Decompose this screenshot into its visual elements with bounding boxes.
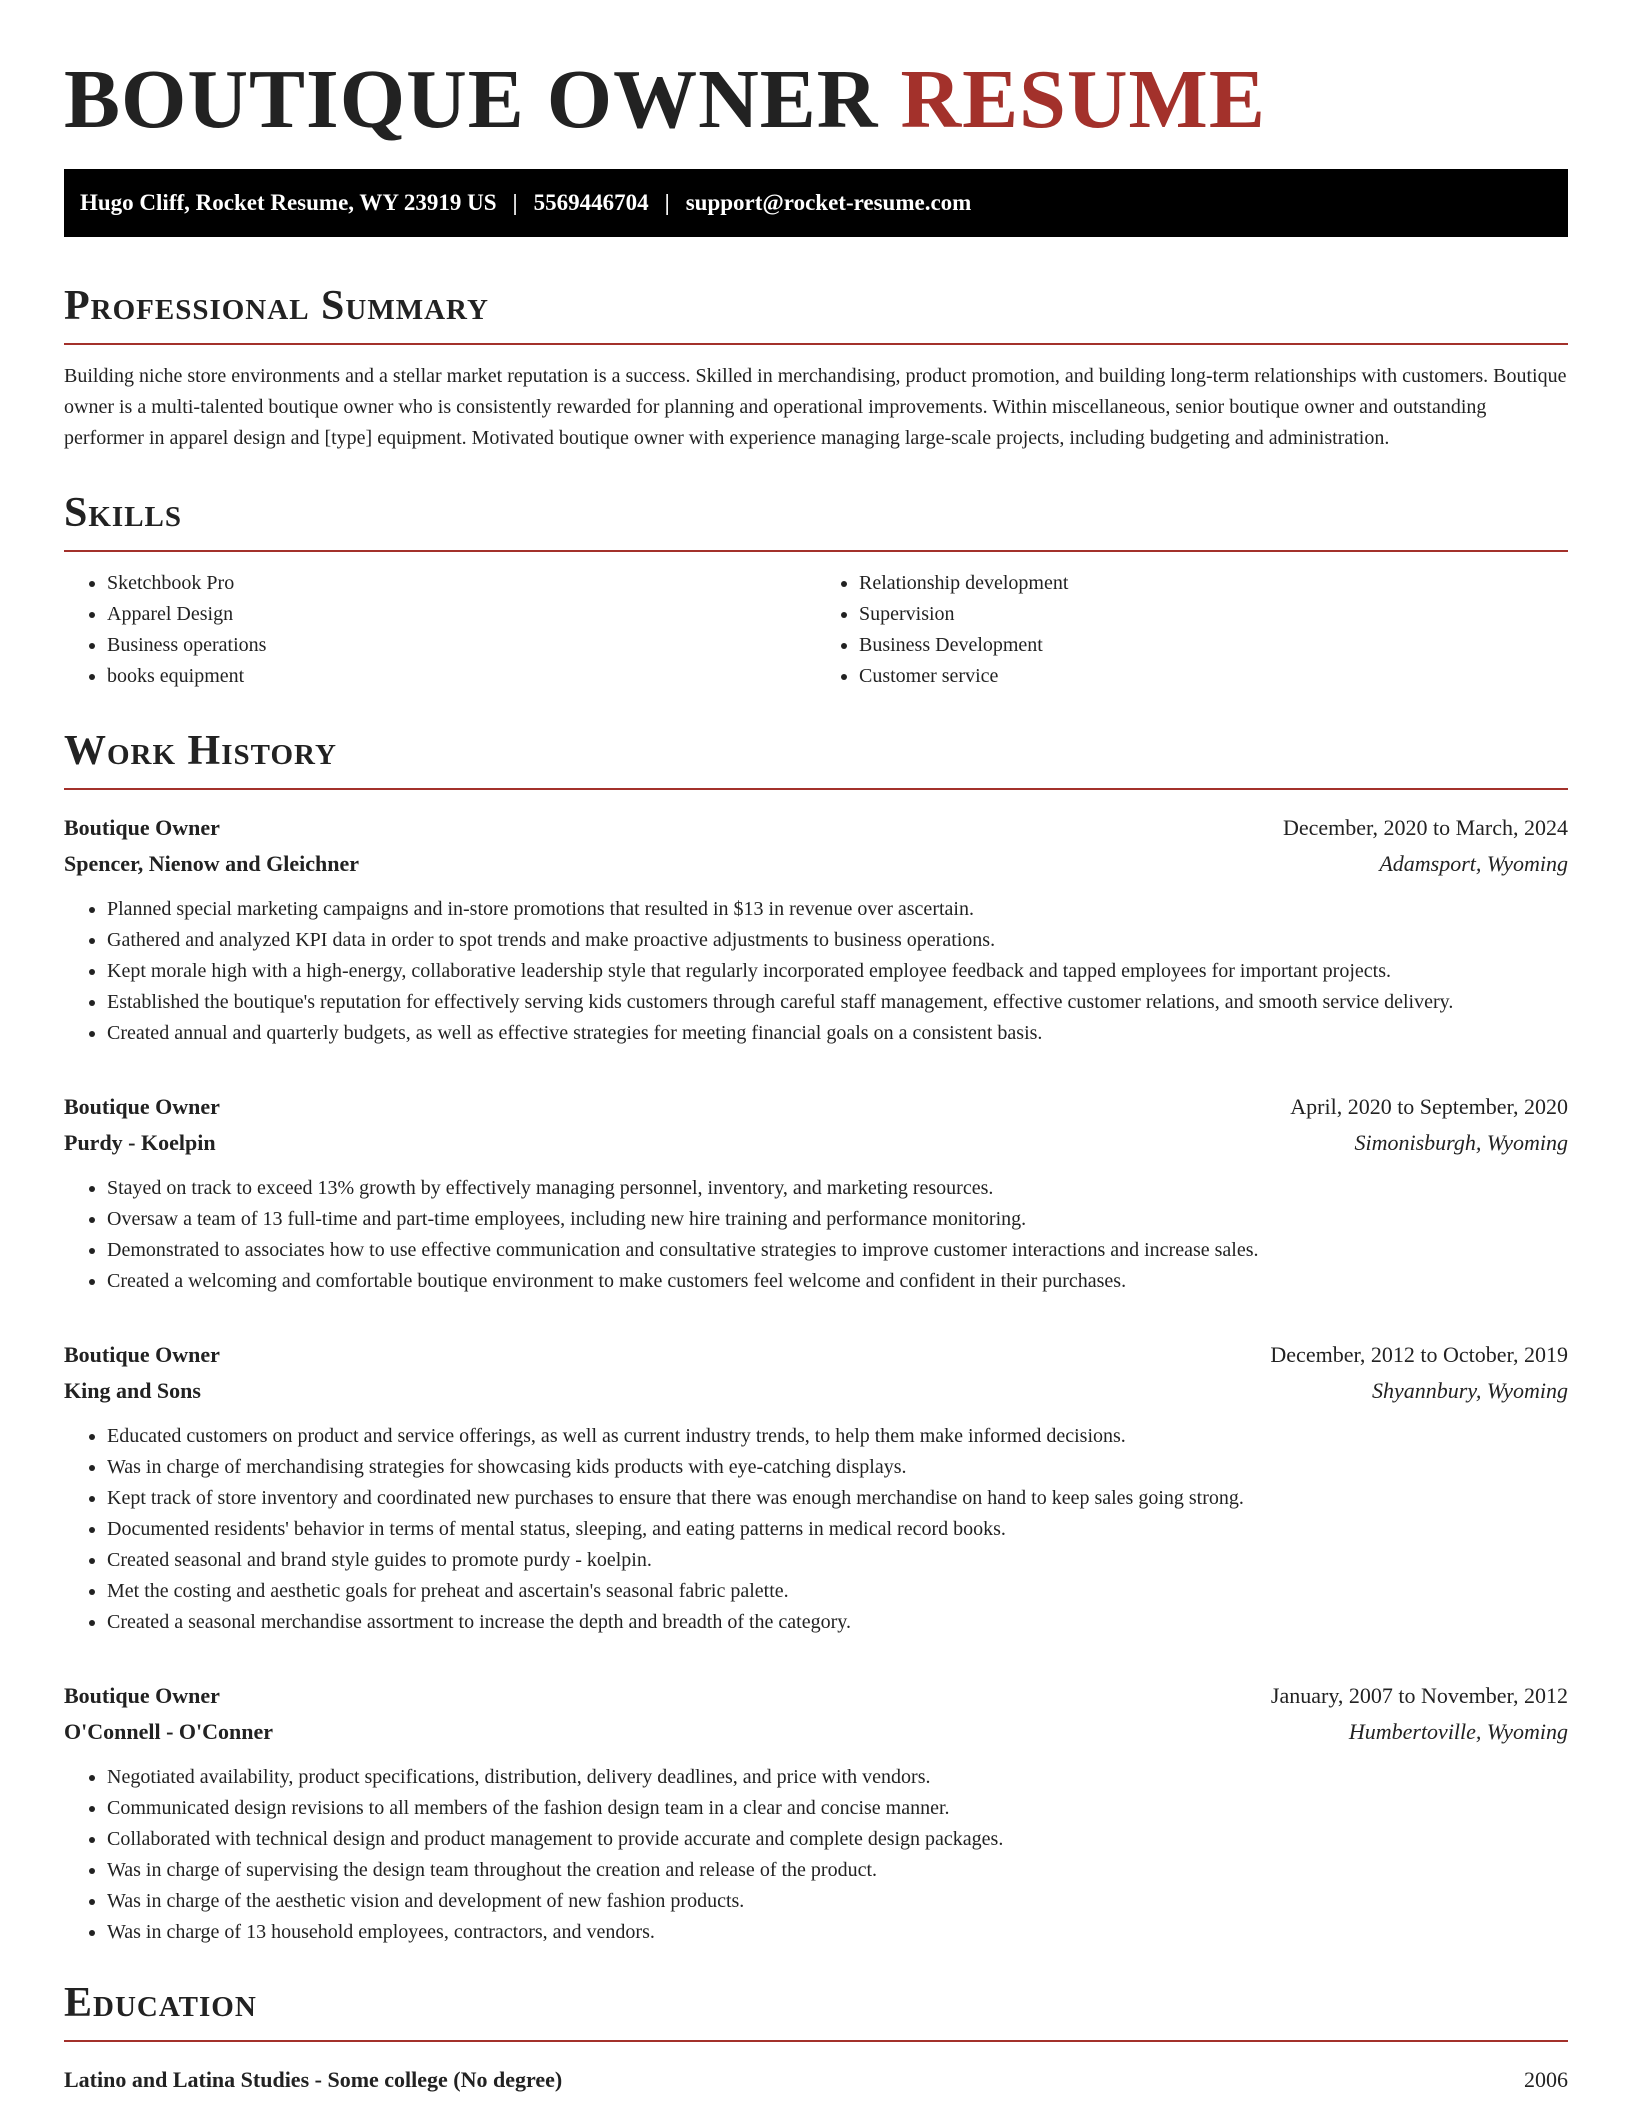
job-bullet: • Oversaw a team of 13 full-time and part-time employees, including new hire training and performance monitoring.	[107, 1204, 1568, 1235]
skills-heading: Skills	[64, 492, 1568, 552]
resume-title	[64, 52, 1568, 149]
job-bullets	[64, 1421, 1568, 1638]
job-bullet: • Collaborated with technical design and product management to provide accurate and complete design packages.	[107, 1824, 1568, 1855]
contact-email: support@rocket-resume.com	[685, 189, 972, 215]
job-bullet: • Created a seasonal merchandise assortment to increase the depth and breadth of the category.	[107, 1607, 1568, 1638]
contact-separator: |	[512, 189, 518, 215]
job-title: Boutique Owner	[64, 1341, 220, 1367]
job-company-row	[64, 1373, 1568, 1409]
job-title-row	[64, 1089, 1568, 1125]
job-title: Boutique Owner	[64, 1682, 220, 1708]
job-dates: January, 2007 to November, 2012	[1270, 1682, 1568, 1708]
education-entry	[64, 2062, 1568, 2098]
contact-address: Hugo Cliff, Rocket Resume, WY 23919 US	[80, 189, 497, 215]
job-company: King and Sons	[64, 1377, 201, 1403]
job-bullet: • Documented residents' behavior in terms of mental status, sleeping, and eating patterns in medical record books.	[107, 1514, 1568, 1545]
job-bullet: • Met the costing and aesthetic goals for preheat and ascertain's seasonal fabric palette.	[107, 1576, 1568, 1607]
skill-item: • Apparel Design	[107, 599, 816, 630]
job-dates: December, 2020 to March, 2024	[1282, 814, 1568, 840]
skills-section	[64, 489, 1568, 692]
job-entry	[64, 1089, 1568, 1297]
job-title: Boutique Owner	[64, 814, 220, 840]
job-bullet: • Planned special marketing campaigns and in-store promotions that resulted in $13 in revenue over ascertain.	[107, 894, 1568, 925]
job-company: O'Connell - O'Conner	[64, 1718, 274, 1744]
skills-list-left	[64, 568, 816, 692]
title-accent: RESUME	[900, 53, 1266, 146]
summary-section	[64, 282, 1568, 454]
skill-item: • Customer service	[859, 661, 1568, 692]
education-section	[64, 1979, 1568, 2098]
job-location: Shyannbury, Wyoming	[1372, 1377, 1568, 1403]
skill-item: • Business operations	[107, 630, 816, 661]
work-history-section	[64, 727, 1568, 1948]
job-location: Adamsport, Wyoming	[1379, 850, 1568, 876]
job-bullets	[64, 1173, 1568, 1297]
skill-item: • Business Development	[859, 630, 1568, 661]
job-bullets	[64, 1762, 1568, 1948]
job-bullet: • Was in charge of merchandising strategies for showcasing kids products with eye-catching displays.	[107, 1452, 1568, 1483]
job-title: Boutique Owner	[64, 1093, 220, 1119]
job-bullets	[64, 894, 1568, 1049]
job-company: Purdy - Koelpin	[64, 1129, 216, 1155]
job-bullet: • Communicated design revisions to all members of the fashion design team in a clear and concise manner.	[107, 1793, 1568, 1824]
job-bullet: • Kept morale high with a high-energy, collaborative leadership style that regularly incorporated employee feedback and tapped employees for important projects.	[107, 956, 1568, 987]
education-heading: Education	[64, 1982, 1568, 2042]
job-bullet: • Was in charge of 13 household employees, contractors, and vendors.	[107, 1917, 1568, 1948]
skill-item: • books equipment	[107, 661, 816, 692]
job-title-row	[64, 1678, 1568, 1714]
job-bullet: • Demonstrated to associates how to use effective communication and consultative strategies to improve customer interactions and increase sales.	[107, 1235, 1568, 1266]
job-bullet: • Gathered and analyzed KPI data in order to spot trends and make proactive adjustments to business operations.	[107, 925, 1568, 956]
work-history-heading: Work History	[64, 730, 1568, 790]
job-dates: April, 2020 to September, 2020	[1290, 1093, 1568, 1119]
contact-bar	[64, 169, 1568, 237]
education-year: 2006	[1524, 2066, 1568, 2092]
job-company-row	[64, 1125, 1568, 1161]
job-bullet: • Kept track of store inventory and coordinated new purchases to ensure that there was enough merchandise on hand to keep sales going strong.	[107, 1483, 1568, 1514]
job-company: Spencer, Nienow and Gleichner	[64, 850, 359, 876]
education-degree: Latino and Latina Studies - Some college (No degree)	[64, 2066, 563, 2092]
skills-list-right	[816, 568, 1568, 692]
skill-item: • Relationship development	[859, 568, 1568, 599]
skill-item: • Sketchbook Pro	[107, 568, 816, 599]
job-company-row	[64, 1714, 1568, 1750]
job-title-row	[64, 1337, 1568, 1373]
job-bullet: • Stayed on track to exceed 13% growth by effectively managing personnel, inventory, and marketing resources.	[107, 1173, 1568, 1204]
job-bullet: • Was in charge of supervising the design team throughout the creation and release of the product.	[107, 1855, 1568, 1886]
contact-separator: |	[664, 189, 670, 215]
job-location: Simonisburgh, Wyoming	[1354, 1129, 1568, 1155]
job-entry	[64, 1678, 1568, 1948]
job-bullet: • Created annual and quarterly budgets, as well as effective strategies for meeting financial goals on a consistent basis.	[107, 1018, 1568, 1049]
skills-grid	[64, 568, 1568, 692]
job-bullet: • Educated customers on product and service offerings, as well as current industry trends, to help them make informed decisions.	[107, 1421, 1568, 1452]
job-dates: December, 2012 to October, 2019	[1270, 1341, 1568, 1367]
job-bullet: • Created a welcoming and comfortable boutique environment to make customers feel welcome and confident in their purchases.	[107, 1266, 1568, 1297]
skill-item: • Supervision	[859, 599, 1568, 630]
job-bullet: • Created seasonal and brand style guides to promote purdy - koelpin.	[107, 1545, 1568, 1576]
job-location: Humbertoville, Wyoming	[1348, 1718, 1568, 1744]
job-entry	[64, 1337, 1568, 1638]
summary-heading: Professional Summary	[64, 285, 1568, 345]
summary-text: Building niche store environments and a stellar market reputation is a success. Skilled in merchandising, product promotion, and building long-term relationships with customers. Boutique owner is a multi-talented boutique owner who is consistently rewarded for planning and operational improvements. Within miscellaneous, senior boutique owner and outstanding performer in apparel design and [type] equipment. Motivated boutique owner with experience managing large-scale projects, including budgeting and administration.	[64, 364, 1567, 449]
job-entry	[64, 810, 1568, 1049]
job-bullet: • Was in charge of the aesthetic vision and development of new fashion products.	[107, 1886, 1568, 1917]
job-bullet: • Established the boutique's reputation for effectively serving kids customers through careful staff management, effective customer relations, and smooth service delivery.	[107, 987, 1568, 1018]
job-title-row	[64, 810, 1568, 846]
job-bullet: • Negotiated availability, product specifications, distribution, delivery deadlines, and price with vendors.	[107, 1762, 1568, 1793]
contact-phone: 5569446704	[533, 189, 649, 215]
job-company-row	[64, 846, 1568, 882]
title-main: BOUTIQUE OWNER	[64, 53, 879, 146]
